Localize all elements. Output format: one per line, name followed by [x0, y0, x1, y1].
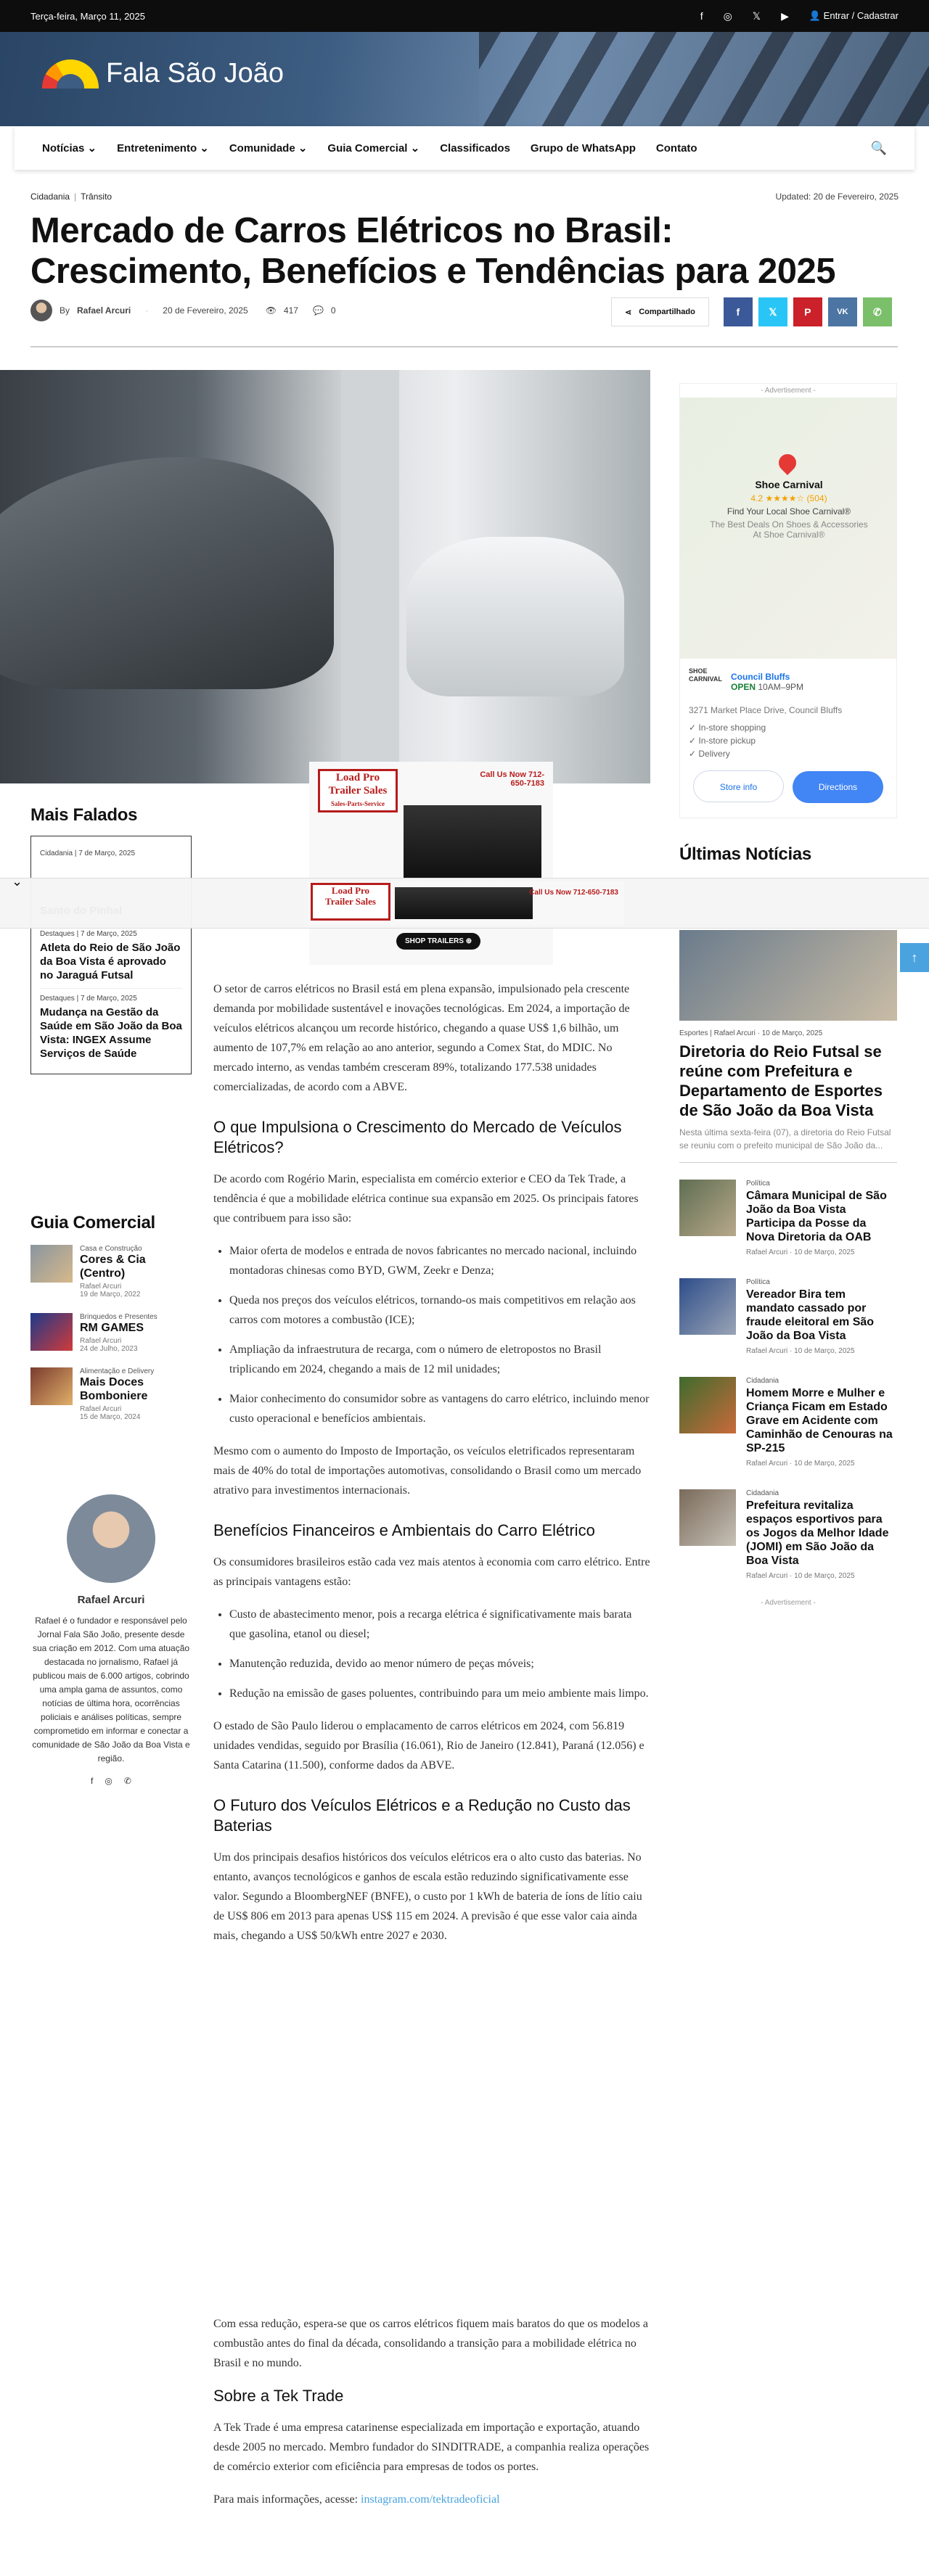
shoe-carnival-logo: SHOE CARNIVAL [689, 667, 722, 683]
rainbow-logo-icon [42, 59, 99, 89]
author-link[interactable]: Rafael Arcuri [77, 305, 131, 316]
section-heading: Benefícios Financeiros e Ambientais do Carro Elétrico [213, 1521, 595, 1539]
mais-falados-list [30, 836, 192, 1074]
author-avatar[interactable] [30, 300, 52, 321]
nav-noticias[interactable]: Notícias ⌄ [42, 142, 97, 155]
list-item[interactable]: Alimentação e Delivery Mais Doces Bomboniere Rafael Arcuri 15 de Março, 2024 [30, 1367, 192, 1421]
mais-falados-heading: Mais Falados [30, 805, 138, 825]
list-item[interactable]: Brinquedos e Presentes RM GAMES Rafael Arcuri 24 de Julho, 2023 [30, 1313, 192, 1353]
sticky-ad-bar [0, 874, 929, 929]
views-count: 417 [283, 305, 298, 316]
current-date: Terça-feira, Março 11, 2025 [30, 10, 145, 22]
ad-map[interactable]: Shoe Carnival 4.2 ★★★★☆ (504) Find Your Local Shoe Carnival® The Best Deals On Shoes & Accessories At Shoe Carnival® [680, 398, 896, 659]
list-item[interactable]: Cidadania Homem Morre e Mulher e Criança Ficam em Estado Grave em Acidente com Caminhão de Cenouras na SP-215 Rafael Arcuri · 10 de Março, 2025 [679, 1377, 897, 1468]
breadcrumb-transito[interactable]: Trânsito [81, 192, 112, 202]
top-bar [0, 0, 929, 32]
share-whatsapp-button[interactable]: ✆ [863, 297, 892, 326]
share-button[interactable]: ⋖ Compartilhado [611, 297, 709, 326]
comments-count[interactable]: 0 [330, 305, 336, 316]
guia-comercial-widget [30, 1213, 192, 1436]
article-title: Mercado de Carros Elétricos no Brasil: Crescimento, Benefícios e Tendências para 2025 [30, 211, 836, 291]
comments-icon[interactable]: 💬 [312, 305, 324, 316]
featured-image [0, 370, 650, 783]
sticky-trailer-ad[interactable]: Load Pro Trailer Sales Call Us Now 712-650-7183 [308, 881, 624, 925]
author-photo[interactable] [67, 1494, 155, 1583]
list-item[interactable]: Destaques | 7 de Março, 2025 Mudança na Gestão da Saúde em São João da Boa Vista: INGEX Assume Serviços de Saúde [40, 995, 182, 1060]
list-item[interactable]: Cidadania Prefeitura revitaliza espaços esportivos para os Jogos da Melhor Idade (JOMI) em São João da Boa Vista Rafael Arcuri · 10 de Março, 2025 [679, 1489, 897, 1580]
instagram-icon[interactable]: ◎ [105, 1776, 112, 1786]
map-advertisement[interactable]: - Advertisement - Shoe Carnival 4.2 ★★★★☆ (504) Find Your Local Shoe Carnival® The Best Deals On Shoes & Accessories At Shoe Carnival® SHOE CARNIVAL Council Bluffs OPEN 10AM–9PM 3271 Market Place Drive, Council Bluffs ✓ In-store shopping ✓ In-store pickup ✓ Delivery Store info Directions [679, 383, 897, 818]
list-item[interactable]: Destaques | 7 de Março, 2025 Atleta do Reio de São João da Boa Vista é aprovado no Jaraguá Futsal [40, 924, 182, 989]
publish-date: 20 de Fevereiro, 2025 [163, 305, 248, 316]
share-x-button[interactable]: 𝕏 [758, 297, 787, 326]
nav-grupo-whatsapp[interactable]: Grupo de WhatsApp [530, 141, 636, 155]
trailer-advertisement[interactable]: Load Pro Trailer Sales Sales-Parts-Service Call Us Now 712-650-7183 SHOP TRAILERS ⊕ [309, 762, 553, 965]
load-pro-logo: Load Pro Trailer Sales Sales-Parts-Service [318, 769, 398, 812]
login-link[interactable]: 👤 Entrar / Cadastrar [809, 10, 899, 21]
breadcrumb-cidadania[interactable]: Cidadania [30, 192, 70, 202]
share-facebook-button[interactable]: f [724, 297, 753, 326]
whatsapp-icon[interactable]: ✆ [123, 1776, 131, 1786]
list-item[interactable]: Casa e Construção Cores & Cia (Centro) Rafael Arcuri 19 de Março, 2022 [30, 1245, 192, 1299]
nav-classificados[interactable]: Classificados [440, 141, 510, 155]
facebook-icon[interactable]: f [700, 10, 703, 22]
divider [30, 346, 898, 347]
breadcrumb: Cidadania | Trânsito [30, 192, 112, 202]
instagram-link[interactable]: instagram.com/tektradeoficial [361, 2493, 500, 2506]
article-meta: By Rafael Arcuri · 20 de Fevereiro, 2025 👁 417 💬 0 [30, 300, 336, 321]
benefits-list: • Custo de abastecimento menor, pois a recarga elétrica é significativamente mais barata que gasolina, etanol ou diesel; • Manutenção reduzida, devido ao menor número de peças móveis; • Redução na emissão de gases poluentes, contribuindo para um meio ambiente mais limpo. [229, 1605, 650, 1703]
nav-guia-comercial[interactable]: Guia Comercial ⌄ [327, 142, 420, 155]
x-twitter-icon[interactable]: 𝕏 [752, 9, 761, 22]
article-body-continued: Com essa redução, espera-se que os carros elétricos fiquem mais baratos do que os modelos a combustão antes do final da década, consolidando a transição para a mobilidade elétrica no Brasil e no mundo. Sobre a Tek Trade A Tek Trade é uma empresa catarinense especializada em importação e exportação, atuando desde 2005 no mercado. Membro fundador do SINDITRADE, a companhia realiza operações de comércio exterior com eficiência para empresas de todos os portes. Para mais informações, acesse: instagram.com/tektradeoficial [213, 2318, 650, 2506]
list-item[interactable]: Cidadania | 7 de Março, 2025 [40, 844, 182, 924]
updated-date: Updated: 20 de Fevereiro, 2025 [775, 192, 899, 202]
site-logo[interactable] [42, 58, 284, 89]
shop-trailers-button[interactable]: SHOP TRAILERS ⊕ [396, 933, 480, 950]
ultimas-noticias-widget [679, 844, 897, 865]
map-pin-icon [775, 450, 800, 475]
author-box [30, 1494, 192, 1788]
search-icon[interactable]: 🔍 [870, 140, 887, 155]
featured-news-item[interactable]: Esportes | Rafael Arcuri · 10 de Março, 2025 Diretoria do Reio Futsal se reúne com Prefeitura e Departamento de Esportes de São João da Boa Vista Nesta última sexta-feira (07), a diretoria do Reio Futsal se reuniu com o prefeito municipal de São João da... [679, 930, 897, 1163]
nav-entretenimento[interactable]: Entretenimento ⌄ [117, 142, 209, 155]
share-pinterest-button[interactable]: P [793, 297, 822, 326]
user-icon: 👤 [809, 10, 824, 21]
directions-button[interactable]: Directions [793, 771, 883, 803]
author-bio: Rafael é o fundador e responsável pelo Jornal Fala São João, presente desde sua criação em 2012. Com uma atuação destacada no jornalismo, Rafael já publicou mais de 6.000 artigos, cobrindo uma ampla gama de assuntos, como notícias de última hora, ocorrências policiais e análises políticas, sempre comprometido em informar e conectar a comunidade de São João da Boa Vista e região. [32, 1616, 190, 1764]
main-nav [15, 126, 914, 170]
ultimas-heading: Últimas Notícias [679, 844, 811, 864]
section-heading: O Futuro dos Veículos Elétricos e a Redução no Custo das Baterias [213, 1796, 631, 1835]
facebook-icon[interactable]: f [91, 1776, 94, 1786]
author-name[interactable]: Rafael Arcuri [77, 1594, 145, 1606]
trailer-image [404, 805, 541, 878]
nav-contato[interactable]: Contato [655, 141, 697, 155]
section-heading: O que Impulsiona o Crescimento do Mercado de Veículos Elétricos? [213, 1118, 622, 1156]
list-item[interactable]: Política Vereador Bira tem mandato cassado por fraude eleitoral em São João da Boa Vista Rafael Arcuri · 10 de Março, 2025 [679, 1278, 897, 1355]
share-bar [611, 297, 892, 326]
article-body: O setor de carros elétricos no Brasil está em plena expansão, impulsionado pela crescente demanda por mobilidade sustentável e inovações tecnológicas. Em 2024, a importação de veículos elétricos alcançou um recorde histórico, chegando a quase US$ 1,6 bilhão, um aumento de 107,7% em relação ao ano anterior, segundo a Comex Stat, do MDIC. No mercado interno, as vendas também cresceram 89%, totalizando 177.538 unidades comercializadas, de acordo com a ABVE. O que Impulsiona o Crescimento do Mercado de Veículos Elétricos? De acordo com Rogério Marin, especialista em comércio exterior e CEO da Tek Trade, a tendência é que a mobilidade elétrica continue sua expansão em 2025. Os principais fatores que contribuem para isso são: • Maior oferta de modelos e entrada de novos fabricantes no mercado nacional, incluindo montadoras chinesas como BYD, GWM, Zeekr e Denza; • Queda nos preços dos veículos elétricos, tornando-os mais competitivos em relação aos carros com motores a combustão (ICE); • Ampliação da infraestrutura de recarga, com o número de eletropostos no Brasil triplicando em 2024, chegando a mais de 12 mil unidades; • Maior conhecimento do consumidor sobre as vantagens do carro elétrico, incluindo menor custo operacional e benefícios ambientais. Mesmo com o aumento do Imposto de Importação, os veículos eletrificados representaram mais de 40% do total de importações automotivas, consolidando o Brasil como um mercado atrativo para investimentos internacionais. Benefícios Financeiros e Ambientais do Carro Elétrico Os consumidores brasileiros estão cada vez mais atentos à economia com carro elétrico. Entre as principais vantagens estão: • Custo de abastecimento menor, pois a recarga elétrica é significativamente mais barata que gasolina, etanol ou diesel; • Manutenção reduzida, devido ao menor número de peças móveis; • Redução na emissão de gases poluentes, contribuindo para um meio ambiente mais limpo. O estado de São Paulo liderou o emplacamento de carros elétricos em 2024, com 56.819 unidades vendidas, seguido por Brasília (16.061), Rio de Janeiro (12.841), Paraná (12.056) e Santa Catarina (11.500), conforme dados da ABVE. O Futuro dos Veículos Elétricos e a Redução no Custo das Baterias Um dos principais desafios históricos dos veículos elétricos era o alto custo das baterias. No entanto, avanços tecnológicos e ganhos de escala estão reduzindo significativamente esse valor. Segundo a BloombergNEF (BNFE), o custo por 1 kWh de bateria de íons de lítio caiu de US$ 806 em 2013 para apenas US$ 115 em 2024. A previsão é que esse valor caia ainda mais, chegando a US$ 50/kWh entre 2027 e 2030. [213, 979, 650, 1959]
youtube-icon[interactable]: ▶ [781, 9, 789, 22]
header-background [479, 32, 929, 126]
section-heading: Sobre a Tek Trade [213, 2387, 344, 2405]
news-thumbnail[interactable] [679, 930, 897, 1021]
news-list: Política Câmara Municipal de São João da Boa Vista Participa da Posse da Nova Diretoria da OAB Rafael Arcuri · 10 de Março, 2025 Política Vereador Bira tem mandato cassado por fraude eleitoral em São João da Boa Vista Rafael Arcuri · 10 de Março, 2025 Cidadania Homem Morre e Mulher e Criança Ficam em Estado Grave em Acidente com Caminhão de Cenouras na SP-215 Rafael Arcuri · 10 de Março, 2025 Cidadania Prefeitura revitaliza espaços esportivos para os Jogos da Melhor Idade (JOMI) em São João da Boa Vista Rafael Arcuri · 10 de Março, 2025 - Advertisement - [679, 1180, 897, 1607]
advertisement-label: - Advertisement - [761, 387, 816, 395]
factors-list: • Maior oferta de modelos e entrada de novos fabricantes no mercado nacional, incluindo montadoras chinesas como BYD, GWM, Zeekr e Denza; • Queda nos preços dos veículos elétricos, tornando-os mais competitivos em relação aos carros com motores a combustão (ICE); • Ampliação da infraestrutura de recarga, com o número de eletropostos no Brasil triplicando em 2024, chegando a mais de 12 mil unidades; • Maior conhecimento do consumidor sobre as vantagens do carro elétrico, incluindo menor custo operacional e benefícios ambientais. [229, 1241, 650, 1428]
views-icon: 👁 [265, 305, 277, 316]
instagram-icon[interactable]: ◎ [723, 9, 732, 22]
header-banner [0, 32, 929, 126]
chevron-down-icon[interactable]: ⌄ [12, 874, 23, 889]
share-vk-button[interactable]: VK [828, 297, 857, 326]
share-icon: ⋖ [625, 308, 632, 317]
list-item[interactable]: Política Câmara Municipal de São João da Boa Vista Participa da Posse da Nova Diretoria da OAB Rafael Arcuri · 10 de Março, 2025 [679, 1180, 897, 1256]
store-info-button[interactable]: Store info [693, 770, 784, 802]
scroll-to-top-button[interactable]: ↑ [900, 943, 929, 972]
nav-comunidade[interactable]: Comunidade ⌄ [229, 142, 308, 155]
site-name: Fala São João [106, 58, 285, 89]
guia-heading: Guia Comercial [30, 1213, 155, 1233]
mais-falados-widget [30, 805, 192, 1074]
